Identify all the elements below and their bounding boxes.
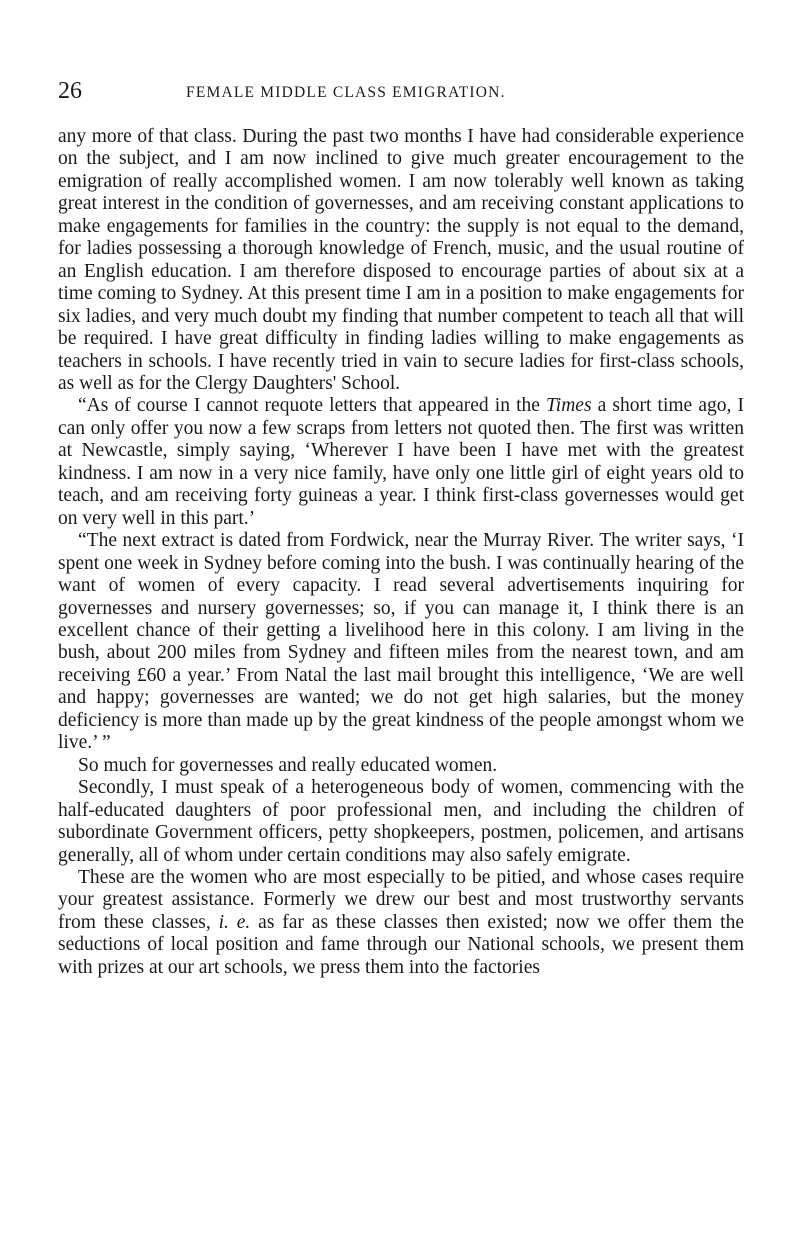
paragraph-6-text-start: These are the women who are most especially to be pitied, and whose cases require your greatest assistance. Formerly we drew our best and most trustworthy servants from these classes, [58,866,744,933]
paragraph-2-text-start: “As of course I cannot requote letters that appeared in the [78,395,547,417]
paragraph-6 [58,867,744,979]
italic-abbreviation: i. e. [218,911,251,933]
paragraph-1: any more of that class. During the past two months I have had considerable experience on the subject, and I am now inclined to give much greater encouragement to the emigration of really accomplished women. I am now tolerably well known as taking great interest in the condition of governesses, and am receiving constant applications to make engagements for families in the country: the supply is not equal to the demand, for ladies possessing a thorough knowledge of French, music, and the usual routine of an English education. I am therefore disposed to encourage parties of about six at a time coming to Sydney. At this present time I am in a position to make engagements for six ladies, and very much doubt my finding that number competent to teach all that will be required. I have great difficulty in finding ladies willing to make engagements as teachers in schools. I have recently tried in vain to secure ladies for first-class schools, as well as for the Clergy Daughters' School. [58,126,744,394]
page-number: 26 [58,78,82,104]
paragraph-2 [58,395,744,530]
times-newspaper-title: Times [546,395,592,417]
paragraph-2-text-end: a short time ago, I can only offer you now a few scraps from letters not quoted then. The first was written at Newcastle, simply saying, ‘Wherever I have been I have met with the greatest kindness. I am now in a very nice family, have only one little girl of eight years old to teach, and am receiving forty guineas a year. I think first-class governesses would get on very well in this part.’ [58,395,744,529]
running-title: FEMALE MIDDLE CLASS EMIGRATION. [186,84,506,101]
paragraph-6-text-end: as far as these classes then existed; now we offer them the seductions of local position and fame through our National schools, we present them with prizes at our art schools, we press them into the factories [58,911,744,978]
paragraph-4: So much for governesses and really educated women. [78,754,498,776]
paragraph-3: “The next extract is dated from Fordwick, near the Murray River. The writer says, ‘I spent one week in Sydney before coming into the bush. I was continually hearing of the want of women of every capacity. I read several advertisements inquiring for governesses and nursery governesses; so, if you can manage it, I think there is an excellent chance of their getting a livelihood here in this colony. I am living in the bush, about 200 miles from Sydney and fifteen miles from the nearest town, and am receiving £60 a year.’ From Natal the last mail brought this intelligence, ‘We are well and happy; governesses are wanted; we do not get high salaries, but the money deficiency is more than made up by the great kindness of the people amongst whom we live.’ ” [58,530,744,754]
page-header [58,78,748,104]
body-text [58,126,744,979]
paragraph-5: Secondly, I must speak of a heterogeneous body of women, commencing with the half-educated daughters of poor professional men, and including the children of subordinate Government officers, petty shopkeepers, postmen, policemen, and artisans generally, all of whom under certain conditions may also safely emigrate. [58,777,744,866]
